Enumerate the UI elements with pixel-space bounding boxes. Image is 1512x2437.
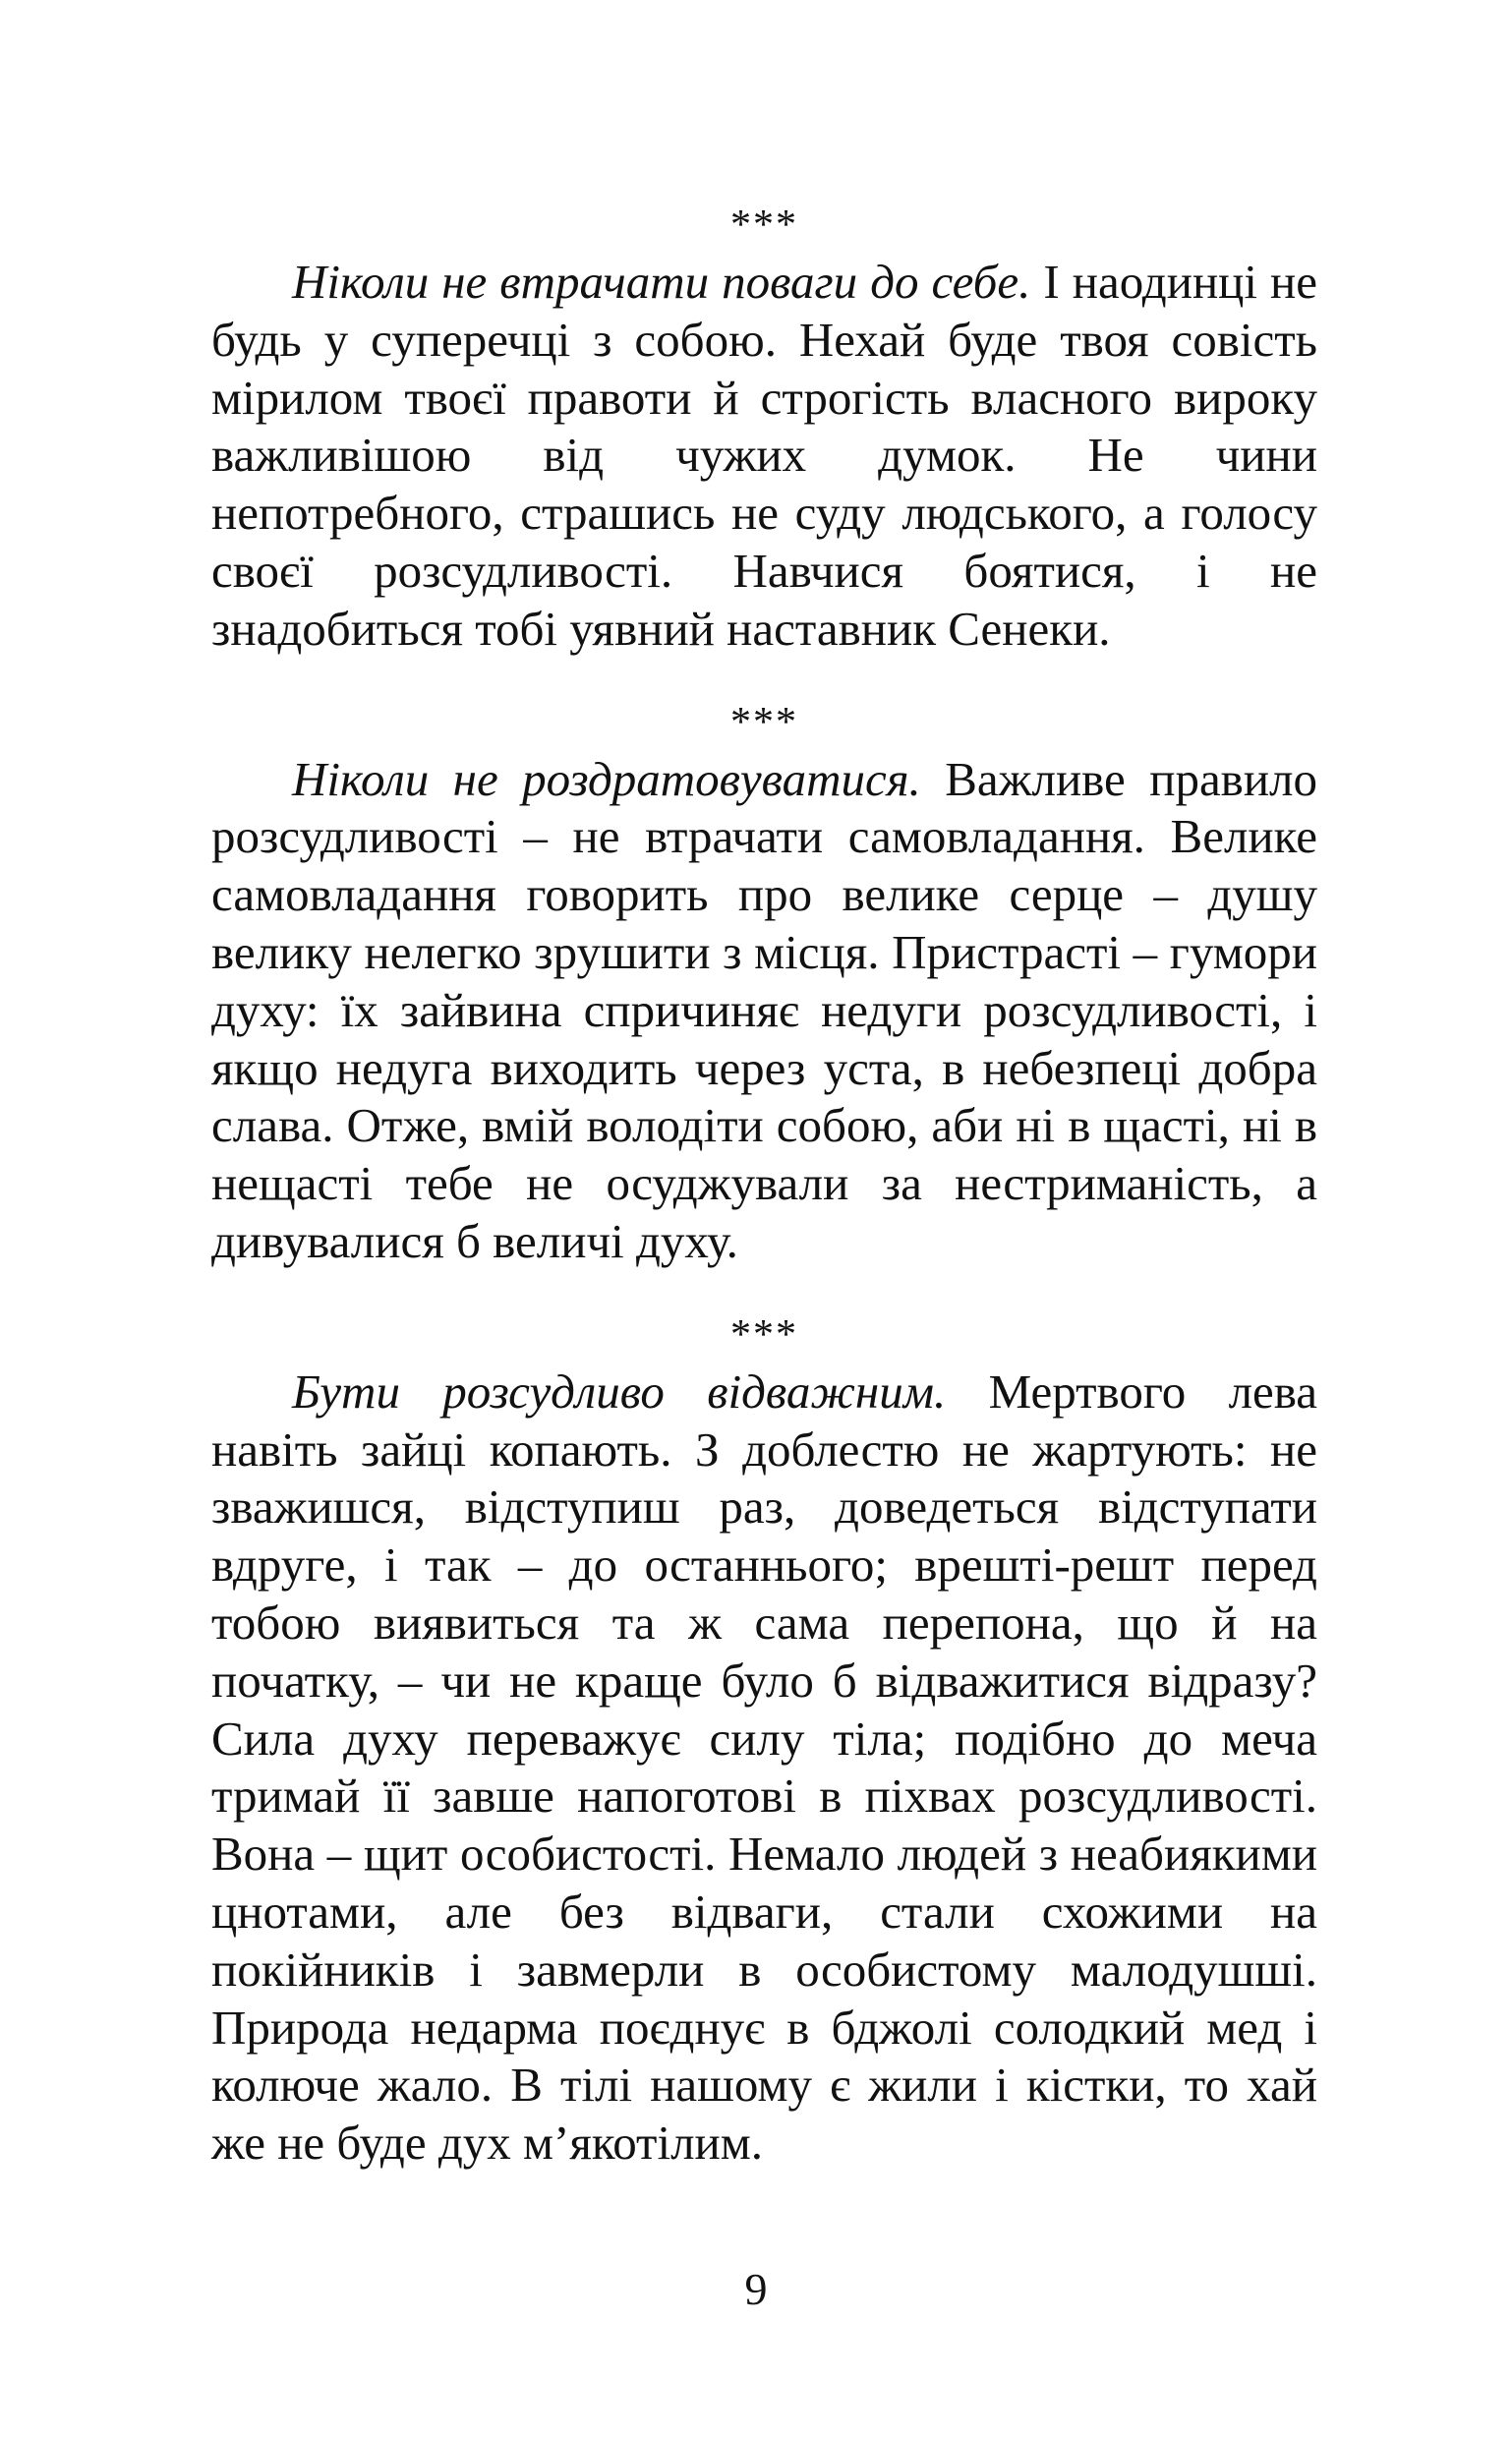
section-separator: ***: [730, 203, 798, 248]
section-self-respect: [211, 197, 1317, 659]
paragraph: [211, 1364, 1317, 2173]
page-content: [211, 197, 1317, 2173]
paragraph-lead: Бути розсудливо відважним.: [292, 1364, 947, 1419]
paragraph: [211, 254, 1317, 659]
paragraph-lead: Ніколи не втрачати поваги до себе.: [292, 255, 1031, 309]
paragraph-body: Важливе правило розсудливості – не втрачати самовладання. Велике самовладання говорить про велике серце – душу велику нелегко зрушити з місця. Пристрасті – гумори духу: їх зайвина спричиняє недуги розсудливості, і якщо недуга виходить через уста, в небезпеці добра слава. Отже, вмій володіти собою, аби ні в щасті, ні в нещасті тебе не осуджували за нестриманість, а дивувалися б величі духу.: [211, 751, 1317, 1268]
page-number: 9: [744, 2264, 768, 2314]
paragraph-lead: Ніколи не роздратовуватися.: [292, 751, 921, 806]
section-courage: [211, 1306, 1317, 2173]
paragraph-body: І наодинці не будь у суперечці з собою. Нехай буде твоя совість мірилом твоєї правоти й строгість власного вироку важливішою від чужих думок. Не чини непотребного, страшись не суду людського, а голосу своєї розсудливості. Навчися боятися, і не знадобиться тобі уявний наставник Сенеки.: [211, 255, 1318, 656]
section-separator: ***: [730, 1311, 798, 1358]
section-separator: ***: [730, 699, 798, 745]
paragraph-body: Мертвого лева навіть зайці копають. З доблестю не жартують: не зважишся, відступиш раз, доведеться відступати вдруге, і так – до останнього; врешті-решт перед тобою виявиться та ж сама перепона, що й на початку, – чи не краще було б відважитися відразу? Сила духу переважує силу тіла; подібно до меча тримай її завше напоготові в піхвах розсудливості. Вона – щит особистості. Немало людей з неабиякими цнотами, але без відваги, стали схожими на покійників і завмерли в особистому малодушші. Природа недарма поєднує в бджолі солодкий мед і колюче жало. В тілі нашому є жили і кістки, то хай же не буде дух м’якотілим.: [211, 1364, 1318, 2171]
paragraph: [211, 751, 1317, 1271]
section-no-irritation: [211, 694, 1317, 1271]
